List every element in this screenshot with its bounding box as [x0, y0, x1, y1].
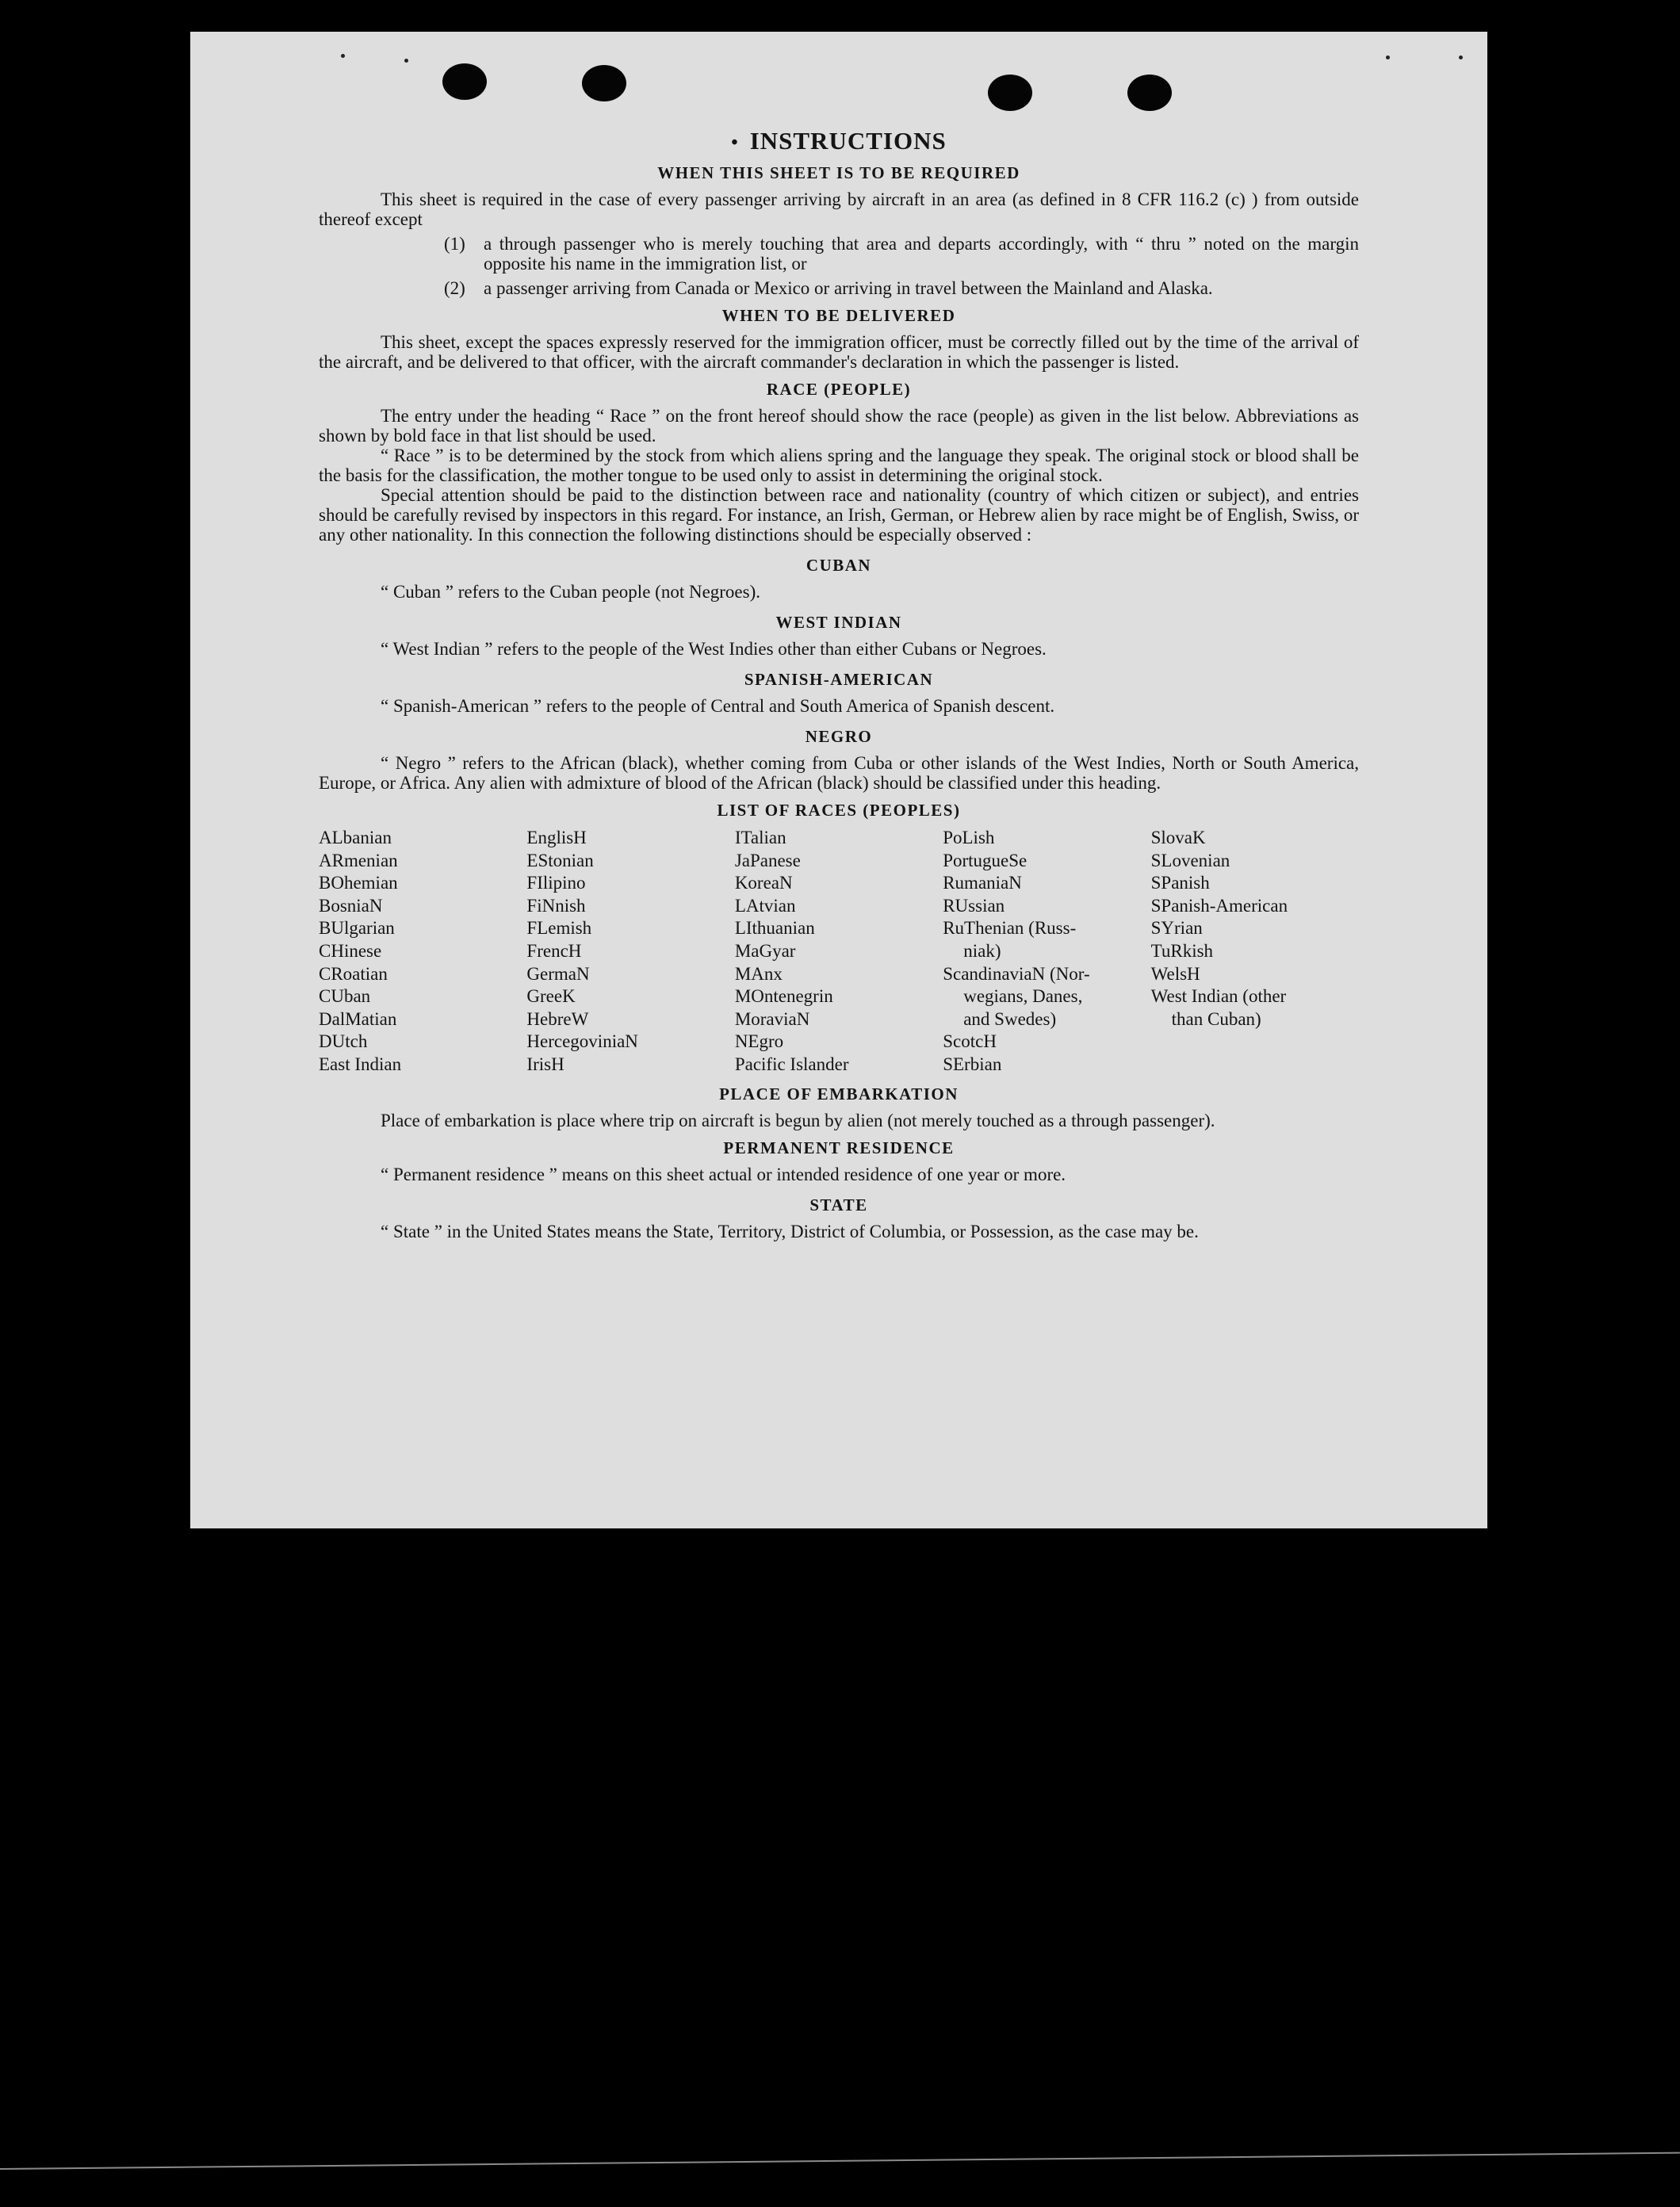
- race-entry: LIthuanian: [734, 918, 815, 939]
- race-entry: JaPanese: [734, 850, 801, 870]
- item-text: a passenger arriving from Canada or Mexico or arriving in travel between the Mainland and Alaska.: [484, 278, 1213, 298]
- item-number: (1): [444, 234, 465, 254]
- race-entry: DUtch: [319, 1031, 368, 1052]
- race-entry: SlovaK: [1150, 828, 1206, 847]
- section-heading: SPANISH-AMERICAN: [744, 670, 934, 689]
- paragraph: “ Race ” is to be determined by the stock from which aliens spring and the language they speak. The original stock or blood shall be the basis for the classification, the mother tongue to be used only to assist in determining the original stock.: [319, 446, 1359, 485]
- section-heading: PLACE OF EMBARKATION: [719, 1084, 959, 1104]
- race-entry: RUssian: [943, 895, 1005, 916]
- race-entry: MAnx: [734, 963, 783, 984]
- race-entry: MOntenegrin: [734, 986, 833, 1007]
- paragraph: “ State ” in the United States means the State, Territory, District of Columbia, or Possession, as the case may be.: [381, 1221, 1199, 1241]
- paragraph: This sheet, except the spaces expressly reserved for the immigration officer, must be correctly filled out by the time of the arrival of the aircraft, and be delivered to that officer, with the aircraft commander's declaration in which the passenger is listed.: [319, 332, 1359, 372]
- race-entry: East Indian: [319, 1054, 402, 1074]
- race-entry: SErbian: [943, 1054, 1002, 1074]
- item-text: a through passenger who is merely touching that area and departs accordingly, with “ thru ” noted on the margin opposite his name in the immigration list, or: [484, 234, 1359, 273]
- race-column: [943, 827, 1150, 1077]
- punch-hole: [1127, 75, 1172, 111]
- speck: [1459, 55, 1463, 59]
- race-entry: MaGyar: [734, 940, 796, 961]
- race-entry: BosniaN: [319, 895, 383, 916]
- race-entry: FIlipino: [526, 873, 586, 893]
- paragraph: Special attention should be paid to the distinction between race and nationality (country of which citizen or subject), and entries should be carefully revised by inspectors in this regard. For instance, an Irish, German, or Hebrew alien by race might be of English, Swiss, or any other nationality. In this connection the following distinctions should be especially observed :: [319, 485, 1359, 545]
- race-entry: West Indian (other: [1150, 986, 1287, 1007]
- section-heading: WEST INDIAN: [775, 613, 902, 632]
- race-entry: CHinese: [319, 940, 382, 961]
- paragraph: “ Negro ” refers to the African (black), whether coming from Cuba or other islands of the West Indies, North or South America, Europe, or Africa. Any alien with admixture of blood of the African (black) should be classified under this heading.: [319, 753, 1359, 793]
- race-entry: FiNnish: [526, 895, 586, 916]
- race-column: [1151, 827, 1359, 1077]
- race-entry: CRoatian: [319, 963, 388, 984]
- race-entry: FrencH: [526, 940, 582, 961]
- race-entry: HercegoviniaN: [526, 1031, 638, 1052]
- speck: [341, 54, 345, 58]
- paragraph: This sheet is required in the case of every passenger arriving by aircraft in an area (as defined in 8 CFR 116.2 (c) ) from outside thereof except: [319, 189, 1359, 229]
- race-entry: GermaN: [526, 963, 590, 984]
- race-entry: RuThenian (Russ-: [943, 918, 1077, 939]
- race-entry: SPanish-American: [1150, 895, 1288, 916]
- page-title: • INSTRUCTIONS: [731, 127, 947, 155]
- race-entry: ALbanian: [319, 828, 392, 847]
- list-item: [319, 278, 1359, 298]
- instructions-content: [319, 127, 1359, 1241]
- race-entry: ARmenian: [319, 850, 398, 870]
- race-entry: SYrian: [1150, 918, 1203, 939]
- race-entry: Pacific Islander: [734, 1054, 849, 1074]
- punch-hole: [582, 65, 626, 101]
- item-number: (2): [444, 278, 465, 298]
- race-entry: EnglisH: [526, 828, 587, 847]
- race-entry: ITalian: [734, 828, 786, 847]
- document-sheet: [190, 32, 1487, 1528]
- paragraph: “ Cuban ” refers to the Cuban people (not Negroes).: [381, 582, 761, 602]
- title-text: INSTRUCTIONS: [749, 127, 947, 155]
- punch-hole: [988, 75, 1032, 111]
- race-entry: RumaniaN: [943, 873, 1022, 893]
- race-entry: FLemish: [526, 918, 592, 939]
- race-column: [735, 827, 943, 1077]
- race-entry: ScandinaviaN (Nor-: [943, 963, 1090, 984]
- scan-edge-line: [0, 2152, 1680, 2170]
- list-item: [319, 234, 1359, 273]
- race-entry: DalMatian: [319, 1008, 397, 1029]
- paragraph: Place of embarkation is place where trip on aircraft is begun by alien (not merely touched as a through passenger).: [381, 1110, 1215, 1130]
- paragraph: “ West Indian ” refers to the people of the West Indies other than either Cubans or Negroes.: [381, 639, 1047, 659]
- race-entry: TuRkish: [1150, 940, 1214, 961]
- section-heading: WHEN TO BE DELIVERED: [721, 306, 956, 325]
- paragraph: The entry under the heading “ Race ” on the front hereof should show the race (people) as given in the list below. Abbreviations as shown by bold face in that list should be used.: [319, 406, 1359, 446]
- speck: [404, 59, 408, 63]
- race-entry: EStonian: [526, 850, 594, 870]
- paragraph: “ Permanent residence ” means on this sheet actual or intended residence of one year or more.: [381, 1164, 1066, 1184]
- race-entry: GreeK: [526, 986, 576, 1007]
- race-entry: wegians, Danes,: [963, 986, 1083, 1007]
- race-entry: HebreW: [526, 1008, 589, 1029]
- race-entry: PoLish: [943, 828, 995, 847]
- race-column: [319, 827, 526, 1077]
- race-entry: CUban: [319, 986, 371, 1007]
- paragraph: “ Spanish-American ” refers to the people of Central and South America of Spanish descent.: [381, 696, 1055, 716]
- race-list: [319, 827, 1359, 1077]
- race-entry: MoraviaN: [734, 1008, 810, 1029]
- section-heading: RACE (PEOPLE): [766, 380, 912, 399]
- section-heading: STATE: [809, 1195, 868, 1214]
- race-entry: PortugueSe: [943, 850, 1028, 870]
- race-entry: than Cuban): [1171, 1008, 1261, 1029]
- race-entry: and Swedes): [963, 1008, 1057, 1029]
- section-heading: WHEN THIS SHEET IS TO BE REQUIRED: [657, 163, 1020, 182]
- race-entry: ScotcH: [943, 1031, 997, 1052]
- section-heading: CUBAN: [806, 556, 872, 575]
- race-entry: SPanish: [1150, 873, 1210, 893]
- speck: [1386, 55, 1390, 59]
- race-entry: WelsH: [1150, 963, 1200, 984]
- race-entry: BUlgarian: [319, 918, 395, 939]
- section-heading: PERMANENT RESIDENCE: [723, 1138, 955, 1157]
- punch-hole: [442, 63, 487, 100]
- section-heading: NEGRO: [805, 727, 873, 746]
- race-entry: niak): [963, 940, 1001, 961]
- race-entry: IrisH: [526, 1054, 564, 1074]
- section-heading: LIST OF RACES (PEOPLES): [717, 801, 961, 820]
- race-entry: LAtvian: [734, 895, 796, 916]
- race-entry: KoreaN: [734, 873, 793, 893]
- race-entry: BOhemian: [319, 873, 398, 893]
- race-entry: SLovenian: [1150, 850, 1230, 870]
- race-column: [526, 827, 734, 1077]
- race-entry: NEgro: [734, 1031, 784, 1052]
